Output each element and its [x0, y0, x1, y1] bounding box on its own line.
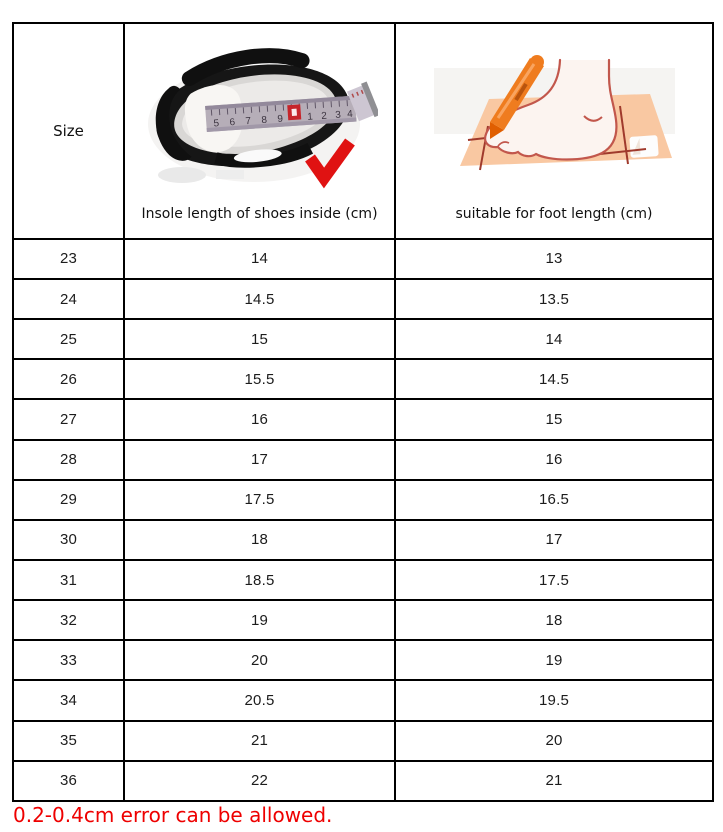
- size-column-label: Size: [53, 122, 84, 141]
- table-row: [13, 560, 713, 600]
- foot-length-cell: 21: [395, 761, 713, 801]
- size-cell: 31: [13, 560, 124, 600]
- size-chart: [12, 22, 714, 802]
- insole-length-cell: 15: [124, 319, 395, 359]
- foot-length-cell: 19: [395, 640, 713, 680]
- insole-length-cell: 14: [124, 239, 395, 279]
- insole-length-cell: 16: [124, 399, 395, 439]
- size-header-cell: [13, 23, 124, 239]
- table-row: [13, 399, 713, 439]
- size-cell: 36: [13, 761, 124, 801]
- table-row: [13, 721, 713, 761]
- table-row: [13, 680, 713, 720]
- table-row: [13, 279, 713, 319]
- size-cell: 26: [13, 359, 124, 399]
- table-row: [13, 480, 713, 520]
- size-cell: 34: [13, 680, 124, 720]
- size-cell: 35: [13, 721, 124, 761]
- paper-card: [629, 135, 658, 158]
- table-row: [13, 520, 713, 560]
- foot-header-cell: [395, 23, 713, 239]
- svg-text:4: 4: [346, 108, 353, 121]
- insole-length-cell: 17.5: [124, 480, 395, 520]
- foot-length-cell: 17: [395, 520, 713, 560]
- foot-length-cell: 13: [395, 239, 713, 279]
- insole-length-cell: 18: [124, 520, 395, 560]
- insole-length-cell: 19: [124, 600, 395, 640]
- table-row: [13, 600, 713, 640]
- size-table-body: [13, 239, 713, 801]
- svg-text:7: 7: [244, 115, 251, 128]
- size-cell: 25: [13, 319, 124, 359]
- insole-length-cell: 14.5: [124, 279, 395, 319]
- svg-text:1: 1: [306, 111, 313, 123]
- insole-length-cell: 22: [124, 761, 395, 801]
- table-row: [13, 239, 713, 279]
- insole-length-cell: 17: [124, 440, 395, 480]
- foot-length-cell: 16.5: [395, 480, 713, 520]
- svg-text:8: 8: [260, 114, 267, 127]
- insole-length-cell: 15.5: [124, 359, 395, 399]
- svg-text:9: 9: [276, 113, 283, 125]
- insole-caption: Insole length of shoes inside (cm): [141, 206, 378, 223]
- foot-length-cell: 18: [395, 600, 713, 640]
- table-row: [13, 319, 713, 359]
- foot-length-cell: 16: [395, 440, 713, 480]
- svg-text:2: 2: [320, 110, 327, 122]
- foot-length-cell: 15: [395, 399, 713, 439]
- insole-length-cell: 20: [124, 640, 395, 680]
- size-cell: 27: [13, 399, 124, 439]
- size-table: [12, 22, 714, 802]
- table-row: [13, 440, 713, 480]
- foot-tracing-image: [432, 42, 677, 192]
- foot-caption: suitable for foot length (cm): [455, 206, 653, 223]
- svg-text:6: 6: [228, 116, 235, 129]
- size-cell: 23: [13, 239, 124, 279]
- foot-length-cell: 14: [395, 319, 713, 359]
- size-cell: 30: [13, 520, 124, 560]
- insole-length-cell: 18.5: [124, 560, 395, 600]
- insole-header-cell: [124, 23, 395, 239]
- table-row: [13, 761, 713, 801]
- tolerance-note: 0.2-0.4cm error can be allowed.: [13, 803, 333, 827]
- size-cell: 28: [13, 440, 124, 480]
- foot-length-cell: 17.5: [395, 560, 713, 600]
- foot-length-cell: 14.5: [395, 359, 713, 399]
- size-cell: 32: [13, 600, 124, 640]
- table-row: [13, 359, 713, 399]
- foot-measurement-illustration: [398, 31, 710, 202]
- table-header-row: [13, 23, 713, 239]
- shoe-insole-photo: [127, 31, 392, 202]
- size-cell: 24: [13, 279, 124, 319]
- insole-length-cell: 20.5: [124, 680, 395, 720]
- svg-text:5: 5: [212, 118, 220, 130]
- table-row: [13, 640, 713, 680]
- foot-length-cell: 20: [395, 721, 713, 761]
- foot-length-cell: 19.5: [395, 680, 713, 720]
- size-cell: 29: [13, 480, 124, 520]
- svg-text:3: 3: [334, 109, 341, 121]
- watermark-smudge: [158, 167, 206, 183]
- size-cell: 33: [13, 640, 124, 680]
- foot-length-cell: 13.5: [395, 279, 713, 319]
- insole-length-cell: 21: [124, 721, 395, 761]
- shoe-measuring-tape-image: [142, 42, 378, 192]
